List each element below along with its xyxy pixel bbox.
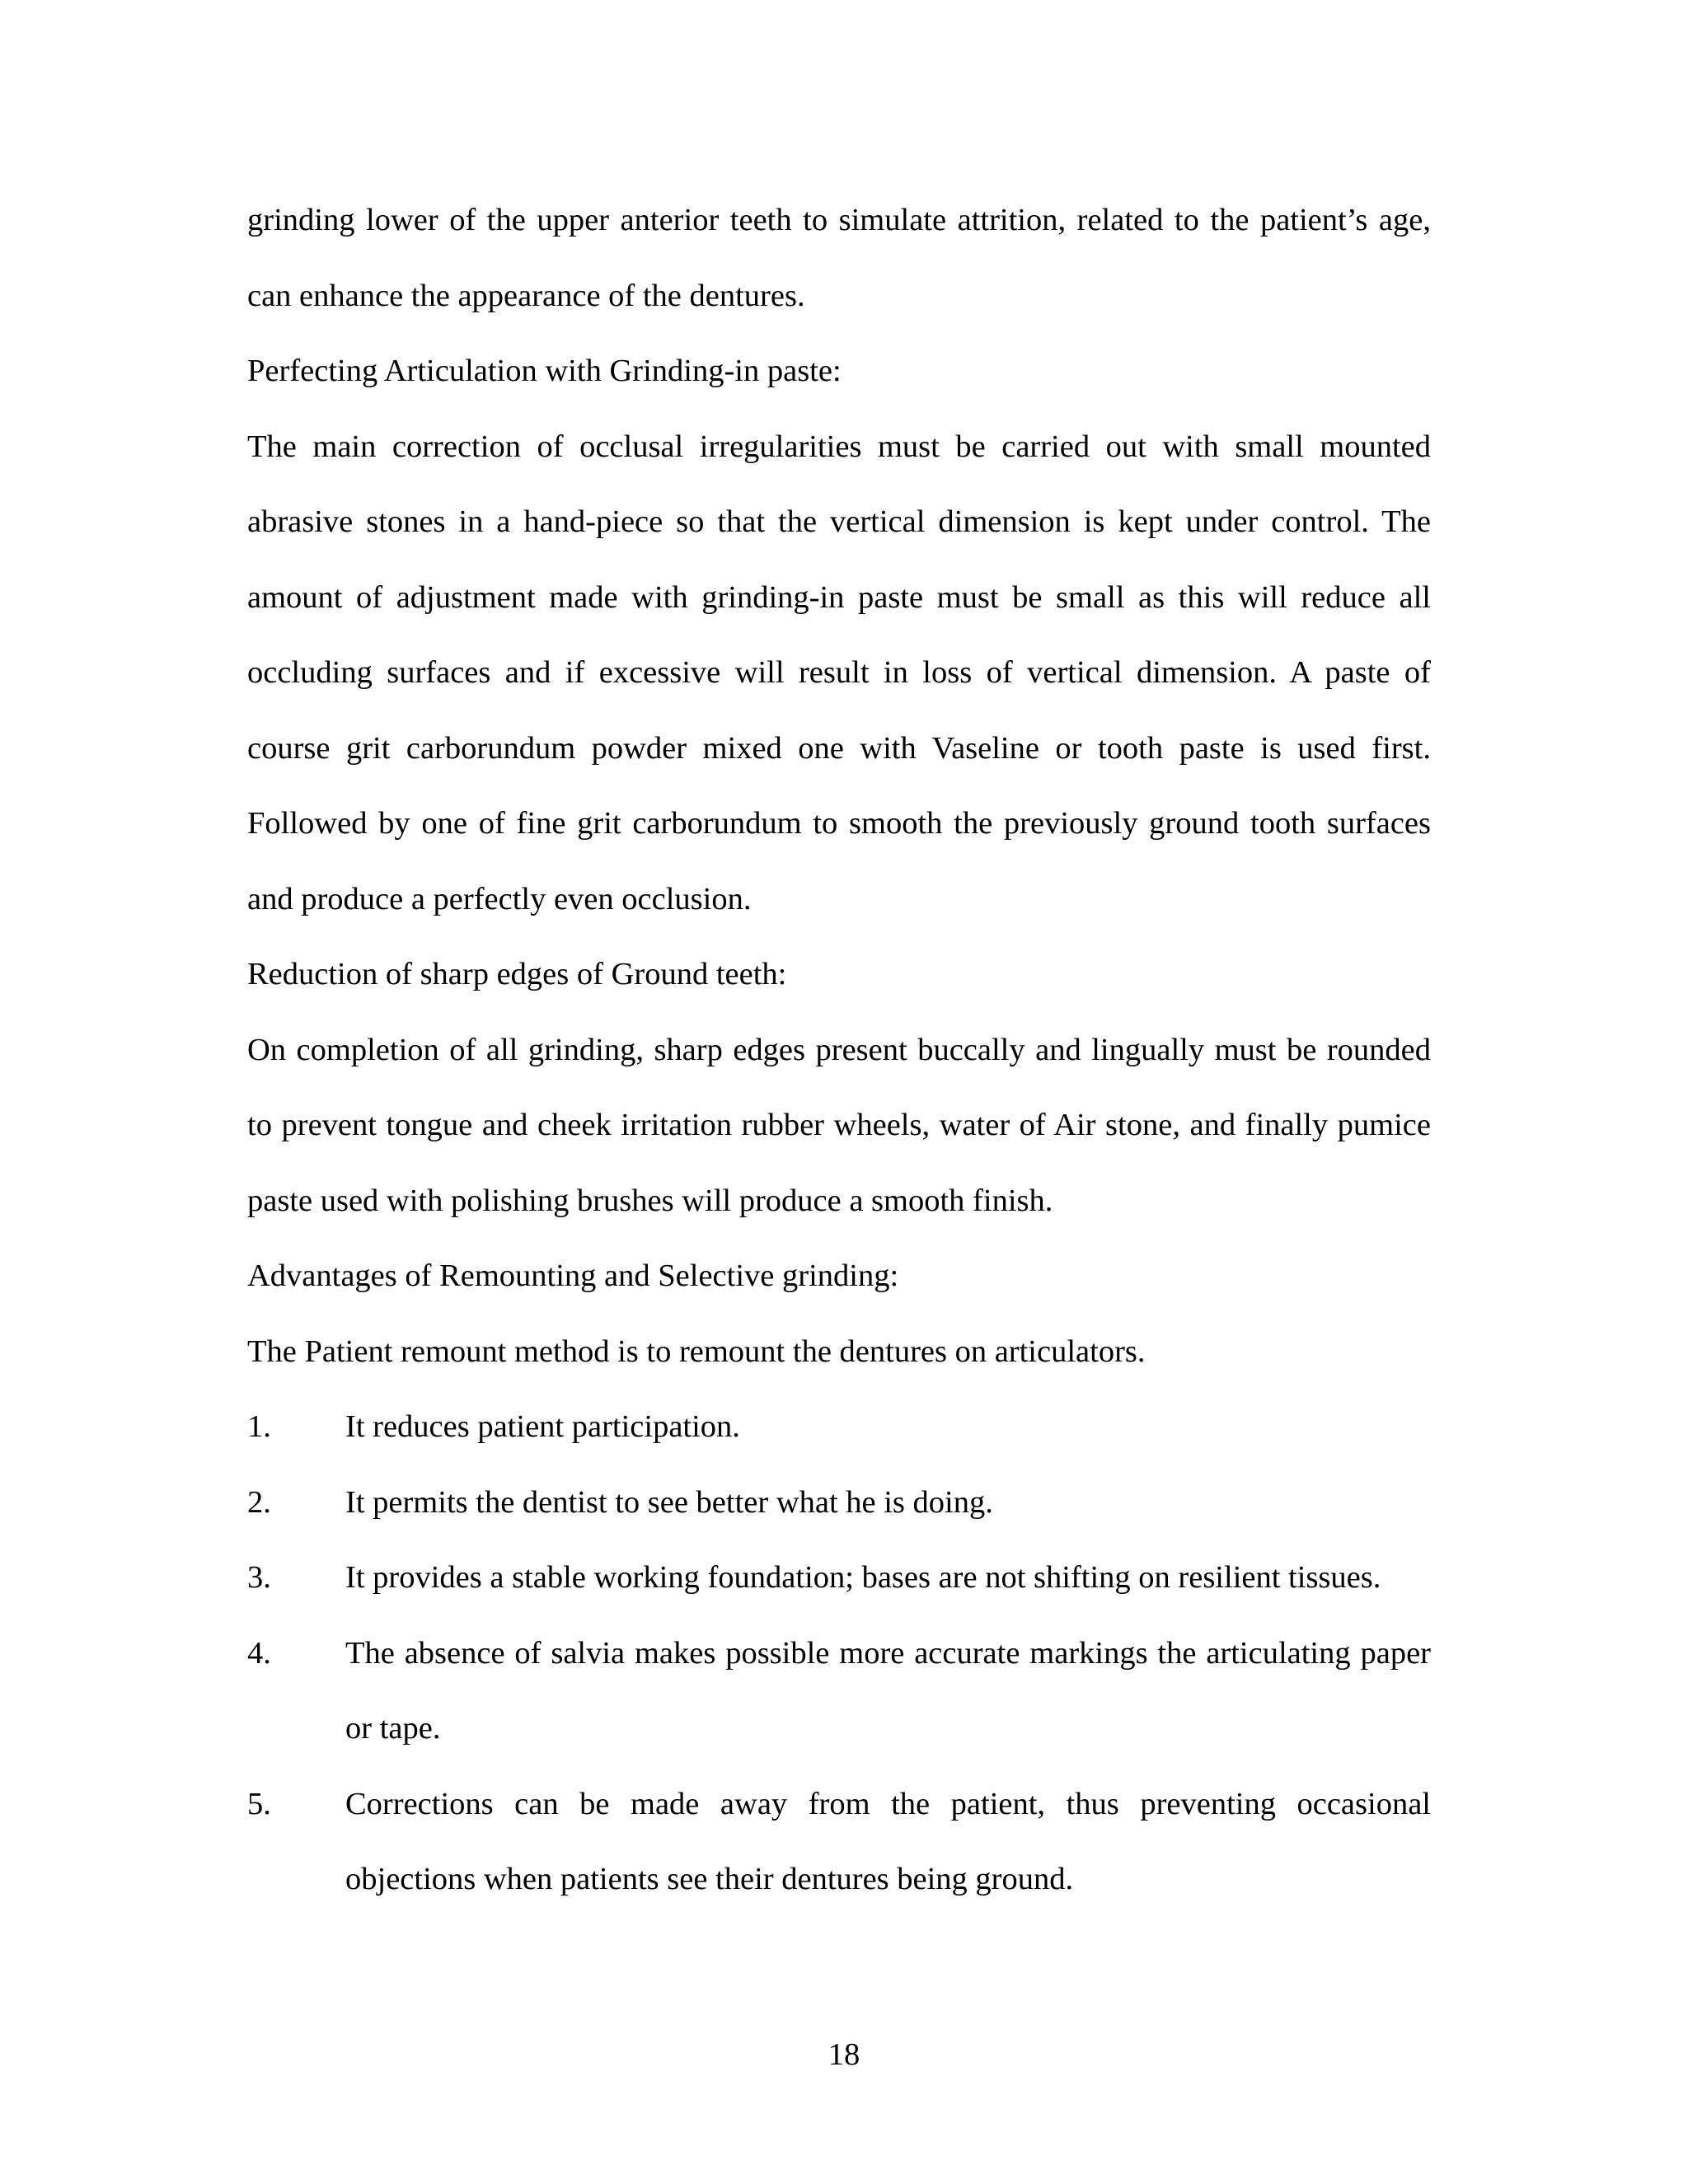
intro-paragraph: grinding lower of the upper anterior teeth to simulate attrition, related to the patient’s age, can enhance the appearance of the dentures. <box>247 203 1431 313</box>
list-item <box>247 1390 1431 1465</box>
list-item-text: It permits the dentist to see better what he is doing. <box>345 1484 993 1520</box>
heading-perfecting-articulation: Perfecting Articulation with Grinding-in paste: <box>247 354 842 388</box>
page-number: 18 <box>828 2037 860 2072</box>
list-item-number: 2. <box>247 1484 271 1520</box>
list-item-number: 1. <box>247 1409 271 1444</box>
page-body <box>247 183 1431 1918</box>
list-item-text: The absence of salvia makes possible more accurate markings the articulating paper or tape. <box>345 1635 1431 1746</box>
sharp-edges-paragraph: On completion of all grinding, sharp edges present buccally and lingually must be rounded to prevent tongue and cheek irritation rubber wheels, water of Air stone, and finally pumice paste used with polishing brushes will produce a smooth finish. <box>247 1032 1431 1218</box>
list-item <box>247 1616 1431 1767</box>
advantages-list <box>247 1390 1431 1918</box>
heading-reduction-sharp-edges: Reduction of sharp edges of Ground teeth: <box>247 957 787 991</box>
list-item-text: Corrections can be made away from the patient, thus preventing occasional objections when patients see their dentures being ground. <box>345 1786 1431 1896</box>
list-item-number: 4. <box>247 1635 271 1671</box>
heading-advantages: Advantages of Remounting and Selective grinding: <box>247 1258 899 1293</box>
articulation-paragraph: The main correction of occlusal irregularities must be carried out with small mounted abrasive stones in a hand-piece so that the vertical dimension is kept under control. The amount of adjustment made with grinding-in paste must be small as this will reduce all occluding surfaces and if excessive will result in loss of vertical dimension. A paste of course grit carborundum powder mixed one with Vaseline or tooth paste is used first. Followed by one of fine grit carborundum to smooth the previously ground tooth surfaces and produce a perfectly even occlusion. <box>247 429 1431 916</box>
list-item <box>247 1465 1431 1541</box>
list-item <box>247 1767 1431 1918</box>
list-item-text: It provides a stable working foundation; bases are not shifting on resilient tissues. <box>345 1560 1381 1595</box>
advantages-intro-paragraph: The Patient remount method is to remount the dentures on articulators. <box>247 1333 1146 1369</box>
list-item-text: It reduces patient participation. <box>345 1409 740 1444</box>
list-item-number: 3. <box>247 1560 271 1595</box>
list-item-number: 5. <box>247 1786 271 1821</box>
list-item <box>247 1540 1431 1616</box>
